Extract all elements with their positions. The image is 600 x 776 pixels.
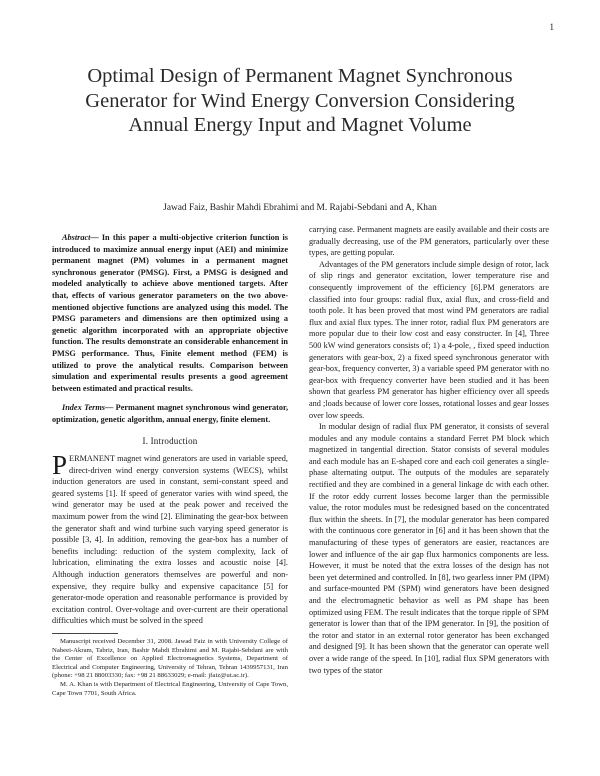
- body-paragraph: Advantages of the PM generators include simple design of rotor, lack of slip rings and generator excitation, lower temperature rise and consequently improvement of the efficiency [6].PM generators are classified into four groups: radial flux, axial flux, and cross-field and tooth pole. It has been proved that most wind PM generators are radial flux and axial flux types. The inner rotor, radial flux PM generators are more popular due to their low cost and easy constructer. In [4], Three 500 kW wind generators consists of; 1) a 4-pole, , fixed speed induction generators with gear-box, 2) a fixed speed synchronous generator with gear-box, frequency converter, 3) a variable speed PM generator with no gear-box with frequency converter have been studied and it has been shown that gearless PM generator has higher efficiency over all speeds and ;loads because of lower core losses, rotational losses and gear losses over low speeds.: [309, 259, 549, 420]
- footnote-manuscript: Manuscript received December 31, 2008. Jawad Faiz in with University College of Nabeei-Akram, Tabriz, Iran, Bashir Mahdi Ebrahimi and M. Rajabi-Sebdani are with the Center of Excellence on Applied Electromagnetics Systems, Department of Electrical and Computer Engineering, University of Tehran, Tehran 1439957131, Iran (phone: +98 21 88003330; fax: +98 21 88633029; e-mail: jfaiz@ut.ac.ir).: [52, 638, 288, 680]
- abstract-label: Abstract: [62, 233, 91, 242]
- intro-paragraph: [52, 450, 288, 627]
- paper-title: Optimal Design of Permanent Magnet Synchronous Generator for Wind Energy Conversion Considering Annual Energy Input and Magnet Volume: [85, 65, 515, 136]
- index-terms-text: — Permanent magnet synchronous wind generator, optimization, genetic algorithm, annual energy, finite element.: [52, 403, 289, 424]
- right-column: [309, 224, 549, 676]
- footnote-divider: [52, 633, 118, 634]
- left-column: [52, 232, 288, 698]
- abstract-text: — In this paper a multi-objective criterion function is introduced to maximize annual energy input (AEI) and minimize permanent magnet (PM) volumes in a permanent magnet synchronous generator (PMSG). First, a PMSG is designed and modeled analytically to achieve above mentioned targets. After that, effects of various generator parameters on the two above-mentioned objective functions are analyzed using this model. The PMSG parameters and dimensions are then optimized using a genetic algorithm incorporated with an appropriate objective function. The results demonstrate an considerable enhancement in PMSG performance. Thus, Finite element method (FEM) is utilized to prove the analytical results. Comparison between simulation and experimental results presents a good agreement between estimated and practical results.: [52, 233, 288, 393]
- index-terms-label: Index Terms: [62, 403, 105, 413]
- drop-cap: P: [52, 450, 68, 481]
- section-heading: I. Introduction: [142, 435, 198, 446]
- intro-text: magnet wind generators are used in variable speed, direct-driven wind energy conversion systems (WECS), whilst induction generators are used in constant, semi-constant speed and geared systems [1]. If speed of generator varies with wind speed, the wind generator may be used at the peak power and received the maximum power from the wind [2]. Eliminating the gear-box between the generator shaft and wind turbine such varying speed generator is possible [3, 4]. In addition, removing the gear-box has a number of benefits including: reduction of the system complexity, lack of lubrication, eliminating the extra losses and acoustic noise [4]. Although induction generators themselves are powerful and non-expensive, they require bulky and expensive capacitance [5] for generator-mode operation and reasonable performance is provided by excitation control. Over-voltage and over-current are their operational difficulties which must be solved in the speed: [52, 454, 288, 626]
- page-number: 1: [549, 22, 554, 32]
- abstract: [52, 232, 288, 394]
- footnotes: [52, 638, 288, 698]
- index-terms: [52, 402, 288, 425]
- intro-first-word: ERMANENT: [69, 454, 115, 464]
- footnote-affiliation: M. A. Khan is with Department of Electrical Engineering, University of Cape Town, Cape Town 7701, South Africa.: [52, 680, 288, 697]
- body-paragraph: carrying case. Permanent magnets are easily available and their costs are gradually decreasing, use of the PM generators, particularly over these types, are getting popular.: [309, 225, 549, 258]
- author-list: Jawad Faiz, Bashir Mahdi Ebrahimi and M. Rajabi-Sebdani and A, Khan: [163, 203, 437, 213]
- body-paragraph: In modular design of radial flux PM generator, it consists of several modules and any module contains a standard Ferret PM block which magnetized in tangential direction. Stator consists of several modules and each module has an E-shaped core and each coil generates a single-phase alternating output. The outputs of the modules are separately rectified and they are combined in a general linkage dc with each other. If the rotor eddy current losses become larger than the permissible value, the rotor modules must be redesigned based on the concentrated flux within the sheets. In [7], the modular generator has been compared with the continuous core generator in [6] and it has been shown that the manufacturing of these types of generators are easier, reactances are lower and influence of the air gap flux harmonics components are less. However, it must be noted that the extra losses of the design has not been yet determined and controlled. In [8], two gearless inner PM (IPM) and surface-mounted PM (SPM) wind generators have been designed and the electromagnetic behavior as well as PM shape has been optimized using FEM. The result indicates that the torque ripple of SPM generator is lower than that of the IPM generator. In [9], the position of the rotor and stator in an external rotor generator has been exchanged and designed [9]. It has been shown that the generator can operate well over a wide range of the speed. In [10], radial flux SPM generators with two types of the stator: [309, 422, 549, 675]
